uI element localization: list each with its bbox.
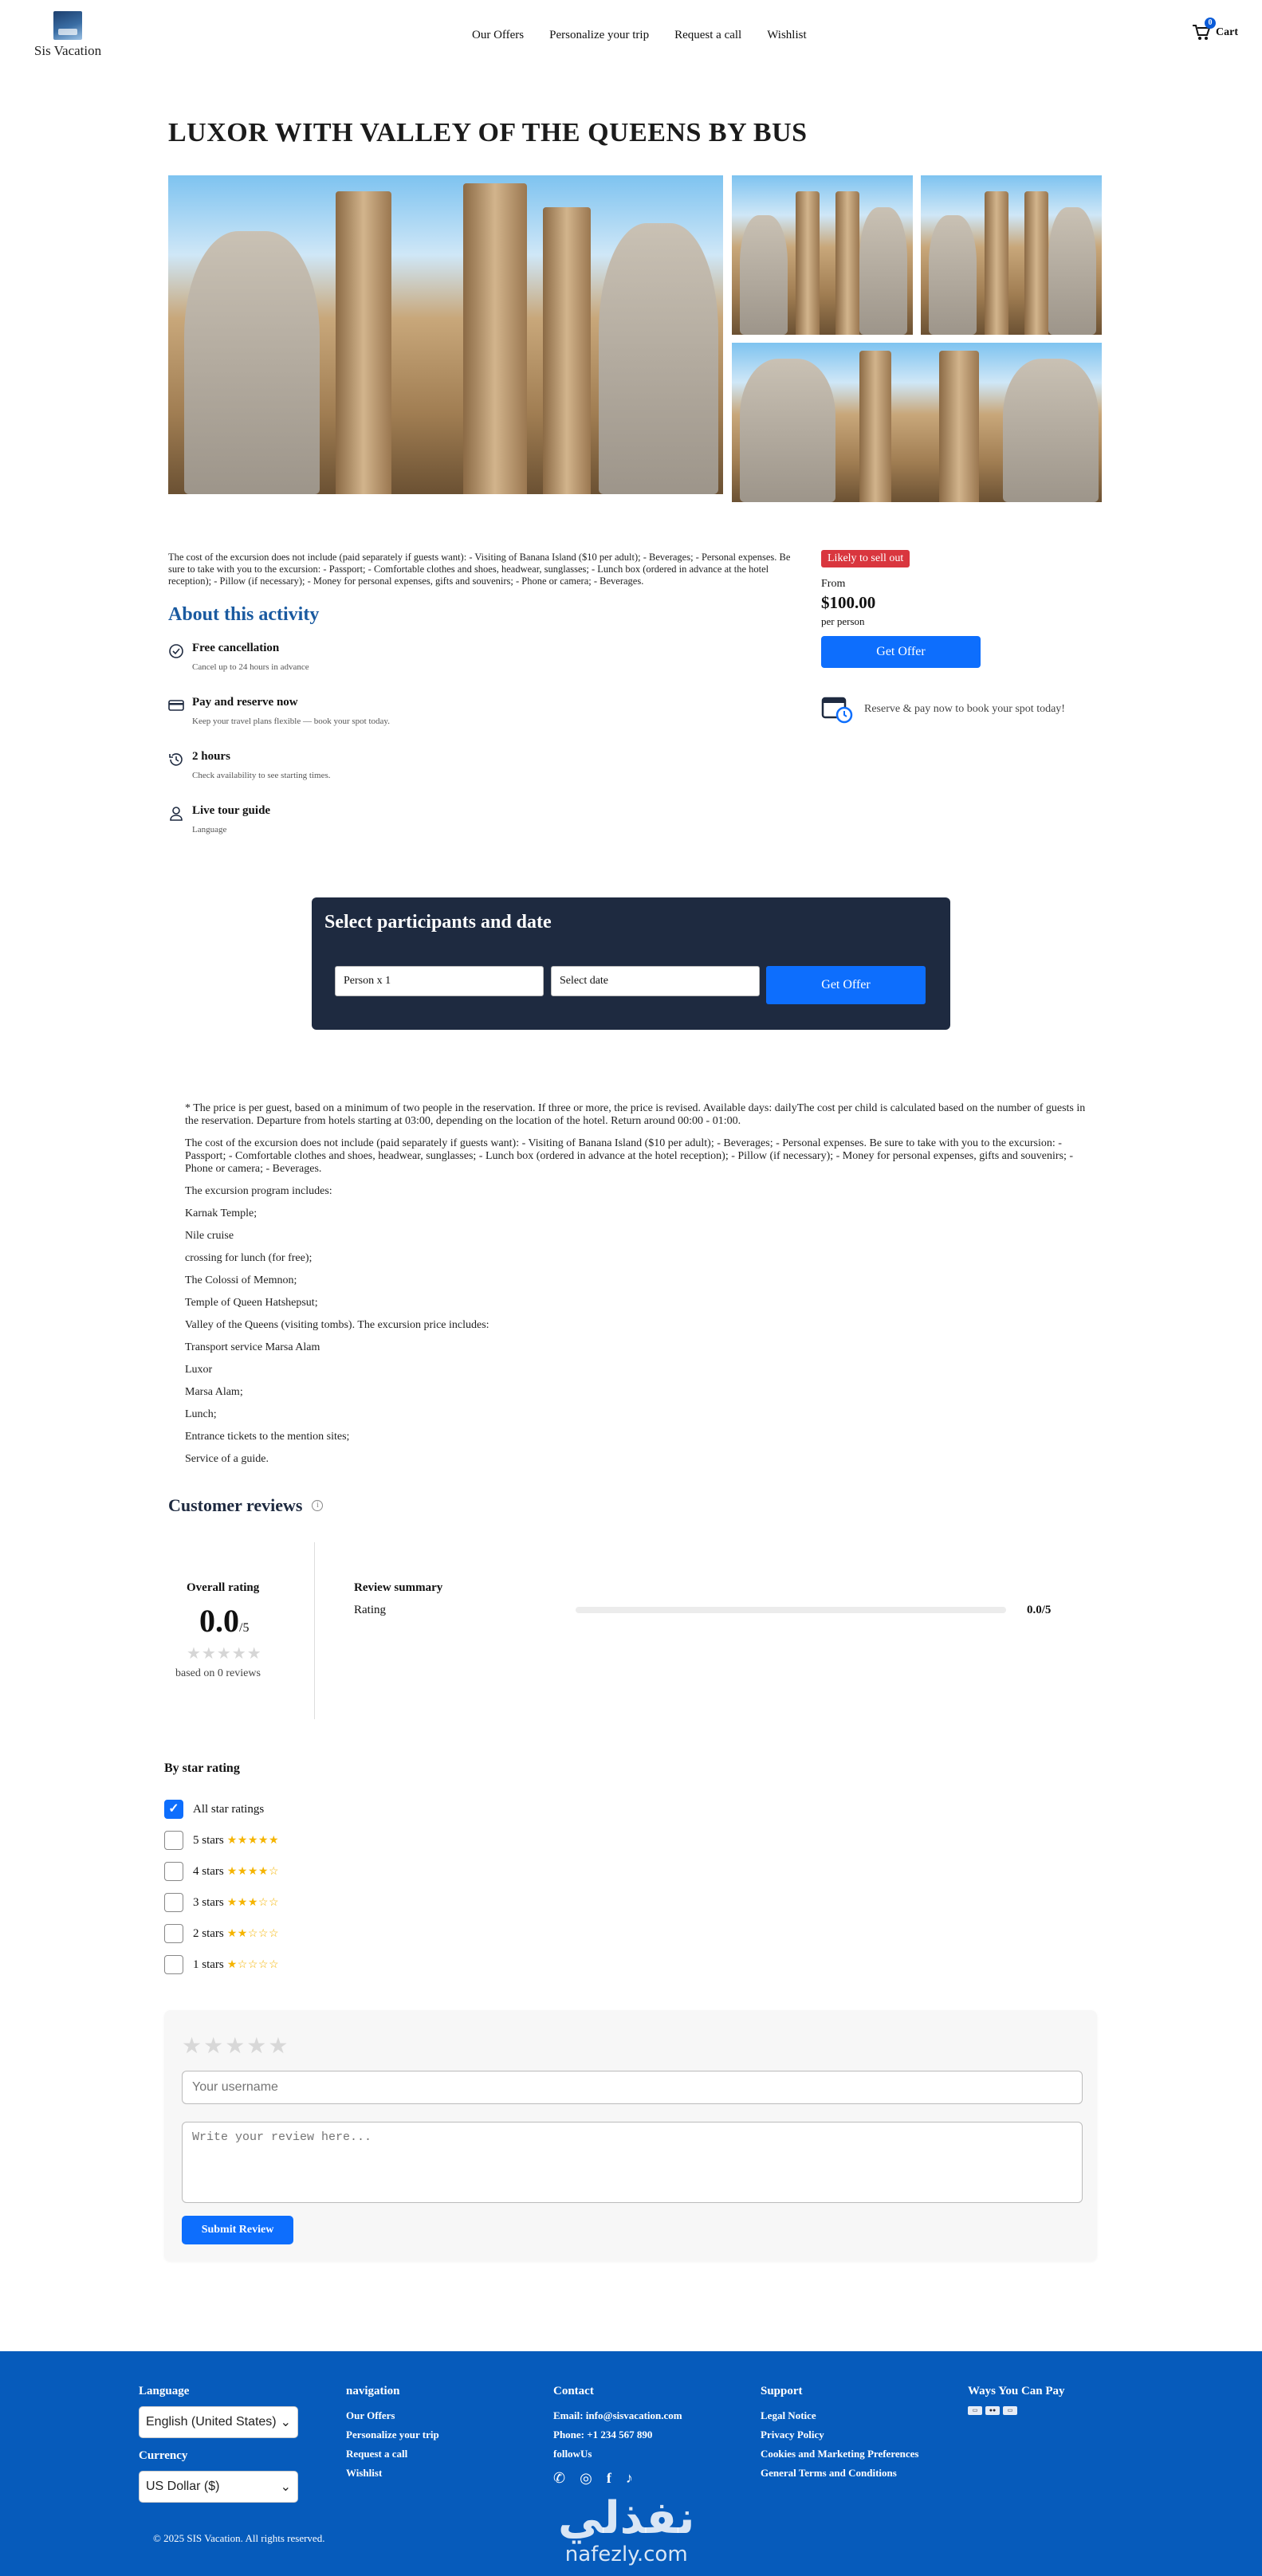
filter-all[interactable] — [164, 1800, 264, 1819]
filter-label: 4 stars — [193, 1864, 224, 1878]
gallery-thumb-3[interactable] — [732, 343, 1102, 502]
gallery-thumb-1[interactable] — [732, 175, 913, 335]
contact-label: Contact — [553, 2385, 594, 2397]
checkbox[interactable] — [164, 1893, 183, 1912]
main-nav — [472, 29, 807, 42]
credit-card-icon — [168, 697, 184, 713]
filter-2-stars[interactable] — [164, 1924, 279, 1943]
gallery-thumb-2[interactable] — [921, 175, 1102, 335]
description-paragraph: Nile cruise — [185, 1230, 234, 1242]
overall-score-value: 0.0 — [199, 1603, 239, 1639]
feature-subtitle: Check availability to see starting times. — [192, 771, 331, 780]
overall-rating-score — [199, 1602, 249, 1639]
navigation-label: navigation — [346, 2385, 400, 2397]
sell-out-badge: Likely to sell out — [821, 550, 910, 567]
filter-stars: ★★★★★ — [226, 1834, 280, 1847]
description-paragraph: Service of a guide. — [185, 1453, 269, 1465]
reviews-title — [168, 1495, 323, 1516]
logo-text: Sis Vacation — [33, 43, 102, 58]
footer-link-terms[interactable]: General Terms and Conditions — [761, 2467, 897, 2479]
rating-star-picker[interactable]: ★★★★★ — [182, 2034, 290, 2059]
reviews-divider — [314, 1542, 315, 1719]
reviews-title-text: Customer reviews — [168, 1495, 303, 1515]
feature-title: Pay and reserve now — [192, 696, 298, 709]
watermark-arabic: نفذلي — [558, 2492, 695, 2544]
get-offer-button[interactable]: Get Offer — [821, 636, 981, 668]
social-links — [553, 2470, 682, 2487]
checkbox-checked[interactable]: ✓ — [164, 1800, 183, 1819]
description-paragraph: Luxor — [185, 1364, 213, 1376]
participants-get-offer-button[interactable]: Get Offer — [766, 966, 926, 1004]
mastercard-icon: ●● — [985, 2406, 1000, 2415]
checkbox[interactable] — [164, 1831, 183, 1850]
rating-label: Rating — [354, 1604, 386, 1616]
filter-label: 5 stars — [193, 1833, 224, 1847]
description-paragraph: crossing for lunch (for free); — [185, 1252, 313, 1264]
footer-link-wishlist[interactable]: Wishlist — [346, 2467, 383, 2479]
calendar-clock-icon — [821, 695, 853, 724]
nav-our-offers[interactable]: Our Offers — [472, 29, 525, 41]
chevron-down-icon: ⌄ — [280, 2416, 291, 2429]
footer-support-col — [761, 2385, 920, 2483]
review-textarea[interactable] — [182, 2122, 1083, 2203]
gallery-main-image[interactable] — [168, 175, 723, 494]
description-paragraph: The Colossi of Memnon; — [185, 1274, 297, 1286]
footer-link-legal[interactable]: Legal Notice — [761, 2409, 816, 2421]
person-icon — [168, 806, 184, 822]
feature-subtitle: Cancel up to 24 hours in advance — [192, 662, 309, 672]
site-footer — [0, 2351, 1262, 2576]
cart-icon — [1192, 18, 1213, 41]
currency-value: US Dollar ($) — [146, 2480, 220, 2493]
tiktok-icon[interactable]: ♪ — [625, 2470, 633, 2486]
persons-select[interactable]: Person x 1 — [335, 966, 544, 996]
description-paragraph: * The price is per guest, based on a minimum of two people in the reservation. If three or more, the price is revised. Available days: dailyThe cost per child is calculated based on the number of guests in the reservation. Departure from hotels starting at 03:00, depending on the location of the hotel. Return around 00:00 - 01:00. — [185, 1102, 1086, 1127]
watermark-latin: nafezly.com — [564, 2543, 688, 2566]
filter-label: 1 stars — [193, 1958, 224, 1971]
visa-icon: ▭ — [968, 2406, 982, 2415]
date-select[interactable]: Select date — [551, 966, 760, 996]
page-title: LUXOR WITH VALLEY OF THE QUEENS BY BUS — [168, 118, 808, 147]
footer-link-our-offers[interactable]: Our Offers — [346, 2409, 395, 2421]
reserve-notice-text: Reserve & pay now to book your spot today! — [864, 703, 1065, 715]
checkbox[interactable] — [164, 1924, 183, 1943]
filter-3-stars[interactable] — [164, 1893, 279, 1912]
overall-score-max: /5 — [239, 1621, 250, 1635]
feature-title: 2 hours — [192, 750, 230, 763]
currency-label: Currency — [139, 2449, 188, 2462]
description-paragraph: Karnak Temple; — [185, 1208, 258, 1219]
nav-personalize-trip[interactable]: Personalize your trip — [549, 29, 650, 41]
review-summary-label: Review summary — [354, 1581, 443, 1594]
description-paragraph: Entrance tickets to the mention sites; — [185, 1431, 350, 1443]
filter-label: 2 stars — [193, 1926, 224, 1940]
filter-stars: ★★☆☆☆ — [226, 1927, 280, 1940]
copyright: © 2025 SIS Vacation. All rights reserved. — [153, 2532, 325, 2544]
filter-1-star[interactable] — [164, 1955, 279, 1974]
participants-title: Select participants and date — [324, 912, 552, 933]
star-filter-title: By star rating — [164, 1761, 240, 1775]
description-paragraph: Temple of Queen Hatshepsut; — [185, 1297, 318, 1309]
filter-label: All star ratings — [193, 1802, 265, 1816]
filter-4-stars[interactable] — [164, 1862, 279, 1881]
filter-5-stars[interactable] — [164, 1831, 279, 1850]
nav-request-call[interactable]: Request a call — [674, 29, 742, 41]
description-paragraph: The cost of the excursion does not include (paid separately if guests want): - Visiting of Banana Island ($10 per adult); - Beverages; - Personal expenses. Be sure to take with you to the excursion: - Passport; - Comfortable clothes and shoes, headwear, sunglasses; - Lunch box (ordered in advance at the hotel reception); - Pillow (if necessary); - Money for personal expenses, gifts and souvenirs; - Phone or camera; - Beverages. — [185, 1137, 1074, 1175]
long-description — [185, 1102, 1094, 1475]
check-circle-icon — [168, 643, 184, 659]
filter-stars: ★☆☆☆☆ — [226, 1958, 280, 1971]
footer-link-cookies[interactable]: Cookies and Marketing Preferences — [761, 2448, 919, 2460]
currency-select[interactable] — [139, 2471, 298, 2503]
feature-title: Live tour guide — [192, 804, 271, 817]
language-label: Language — [139, 2385, 190, 2397]
facebook-icon[interactable]: f — [606, 2470, 611, 2486]
whatsapp-icon[interactable]: ✆ — [553, 2470, 566, 2486]
nav-wishlist[interactable]: Wishlist — [767, 29, 807, 41]
username-input[interactable] — [182, 2071, 1083, 2104]
review-form — [164, 2010, 1097, 2261]
follow-us-label: followUs — [553, 2448, 592, 2460]
payment-icons — [968, 2406, 1065, 2415]
description-paragraph: Transport service Marsa Alam — [185, 1341, 320, 1353]
instagram-icon[interactable]: ◎ — [580, 2470, 592, 2486]
cart-label: Cart — [1216, 26, 1238, 38]
description-paragraph: Marsa Alam; — [185, 1386, 243, 1398]
footer-link-privacy[interactable]: Privacy Policy — [761, 2429, 824, 2441]
filter-label: 3 stars — [193, 1895, 224, 1909]
footer-navigation-col — [346, 2385, 439, 2483]
short-description: The cost of the excursion does not include (paid separately if guests want): - Visiting of Banana Island ($10 per adult); - Beverages; - Personal expenses. Be sure to take with you to the excursion: - Passport; - Comfortable clothes and shoes, headwear, sunglasses; - Lunch box (ordered in advance at the hotel reception); - Pillow (if necessary); - Money for personal expenses, gifts and souvenirs; - Phone or camera; - Beverages. — [168, 552, 791, 587]
feature-subtitle: Keep your travel plans flexible — book your spot today. — [192, 717, 390, 726]
contact-phone[interactable]: Phone: +1 234 567 890 — [553, 2429, 653, 2441]
support-label: Support — [761, 2385, 803, 2397]
cart-count-badge: 0 — [1205, 18, 1216, 29]
footer-link-request-call[interactable]: Request a call — [346, 2448, 408, 2460]
cart-button[interactable] — [1192, 18, 1238, 41]
overall-stars: ★★★★★ — [187, 1645, 262, 1663]
footer-language-col — [139, 2385, 298, 2514]
price-from-label: From — [821, 578, 846, 590]
overall-rating-label: Overall rating — [187, 1581, 260, 1594]
footer-link-personalize[interactable]: Personalize your trip — [346, 2429, 439, 2441]
description-paragraph: Lunch; — [185, 1408, 217, 1420]
about-activity-title: About this activity — [168, 604, 320, 625]
rating-progress-bar — [576, 1607, 1006, 1613]
checkbox[interactable] — [164, 1862, 183, 1881]
language-select[interactable] — [139, 2406, 298, 2438]
contact-email[interactable]: Email: info@sisvacation.com — [553, 2409, 682, 2421]
info-icon[interactable]: i — [312, 1500, 323, 1511]
logo[interactable] — [24, 11, 112, 59]
logo-icon — [53, 11, 82, 40]
feature-subtitle: Language — [192, 825, 227, 834]
card-icon: ▭ — [1003, 2406, 1017, 2415]
description-paragraph: The excursion program includes: — [185, 1185, 332, 1197]
site-header — [0, 0, 1262, 73]
payment-label: Ways You Can Pay — [968, 2385, 1065, 2397]
submit-review-button[interactable]: Submit Review — [182, 2216, 293, 2244]
checkbox[interactable] — [164, 1955, 183, 1974]
participants-panel — [312, 897, 950, 1030]
watermark — [558, 2492, 695, 2566]
reserve-notice — [821, 695, 1065, 724]
chevron-down-icon: ⌄ — [280, 2480, 291, 2494]
footer-contact-col — [553, 2385, 682, 2487]
footer-payment-col — [968, 2385, 1065, 2415]
price-per-label: per person — [821, 615, 865, 627]
feature-title: Free cancellation — [192, 642, 280, 654]
rating-value: 0.0/5 — [1027, 1604, 1052, 1616]
clock-history-icon — [168, 752, 184, 768]
description-paragraph: Valley of the Queens (visiting tombs). The excursion price includes: — [185, 1319, 489, 1331]
language-value: English (United States) — [146, 2415, 277, 2429]
filter-stars: ★★★☆☆ — [226, 1896, 280, 1909]
price-value: $100.00 — [821, 593, 876, 612]
filter-stars: ★★★★☆ — [226, 1865, 280, 1878]
based-on-reviews: based on 0 reviews — [175, 1667, 261, 1679]
